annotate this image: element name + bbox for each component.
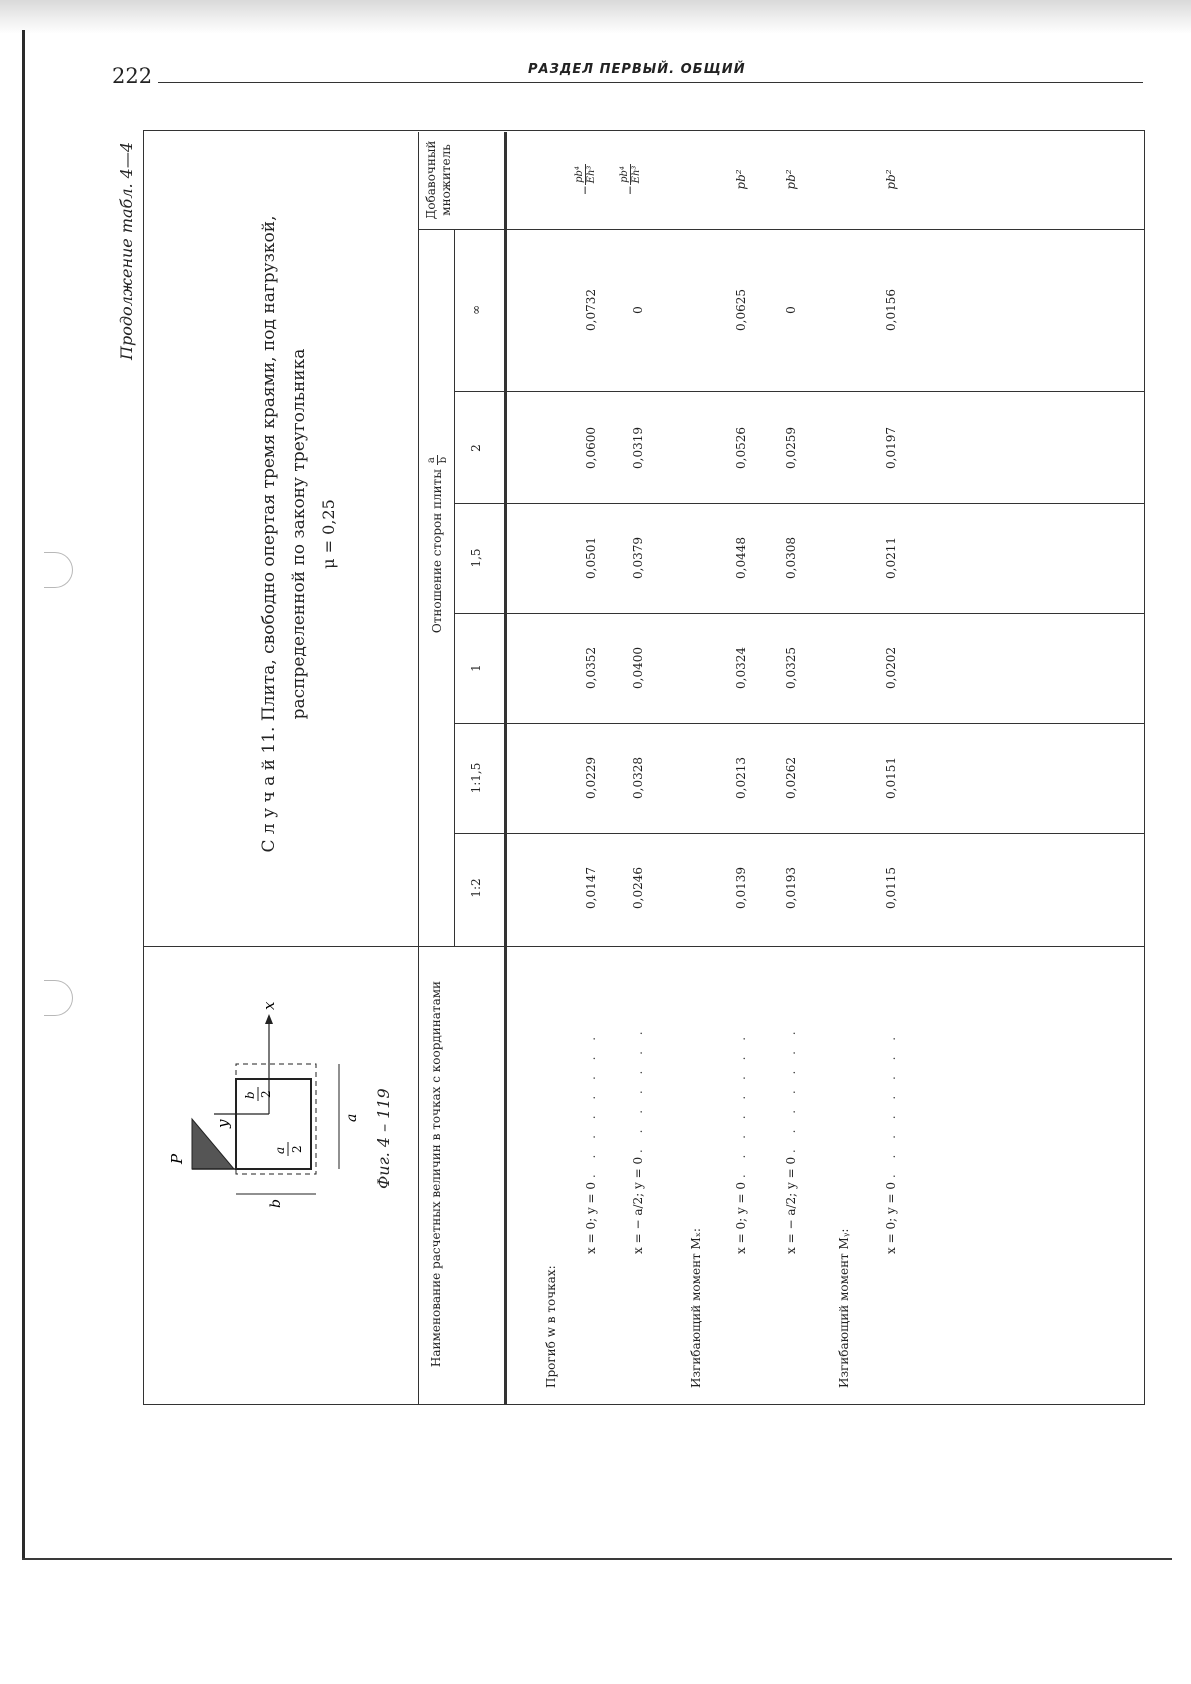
mult-sign: −: [578, 185, 592, 196]
scan-edge: [0, 0, 1191, 34]
x-label: x: [260, 1001, 278, 1010]
value-cell: 0,0262: [784, 757, 798, 799]
page-bottom-edge: [22, 1558, 1172, 1560]
col-header: 1,5: [469, 548, 483, 568]
plate-diagram: [144, 947, 374, 1404]
mult-den: Eh³: [586, 165, 597, 184]
value-cell: 0,0526: [734, 427, 748, 469]
rule-header-bottom: [504, 132, 507, 1404]
support-edges: [236, 1064, 316, 1174]
figure-caption: Фиг. 4 – 119: [374, 1088, 393, 1189]
running-head: РАЗДЕЛ ПЕРВЫЙ. ОБЩИЙ: [520, 62, 754, 77]
rule-ratio-sub: [454, 230, 455, 947]
page-number: 222: [112, 64, 153, 88]
col-header: 1:1,5: [469, 762, 483, 794]
col-header: 2: [469, 444, 483, 452]
value-cell: 0,0202: [884, 647, 898, 689]
value-cell: 0,0352: [584, 647, 598, 689]
name-column-header: Наименование расчетных величин в точках с координатами: [429, 980, 443, 1368]
value-cell: 0,0379: [631, 537, 645, 579]
case-title-line2: распределенной по закону треугольника: [289, 348, 309, 720]
header-rule: [158, 82, 1143, 83]
col-header: 1: [469, 664, 483, 672]
ratio-num: a: [426, 455, 438, 465]
ratio-header: [426, 284, 449, 804]
case-title-line1: С л у ч а й 11. Плита, свободно опертая тремя краями, под нагрузкой,: [259, 215, 279, 853]
punch-hole: [44, 980, 73, 1016]
rule-mult-col: [418, 229, 1144, 230]
rule-header-top: [418, 132, 419, 1404]
group-label-deflection: Прогиб w в точках:: [544, 1265, 558, 1388]
row-coord-text: x = − a/2; y = 0: [784, 1156, 798, 1254]
value-cell: 0,0625: [734, 289, 748, 331]
punch-hole: [44, 552, 73, 588]
a-half-den: 2: [290, 1145, 304, 1153]
ratio-fraction: [426, 455, 449, 465]
poisson-ratio: μ = 0,25: [319, 499, 338, 569]
b-half-den: 2: [259, 1090, 273, 1098]
binding-edge: [22, 30, 25, 1560]
x-arrow: [265, 1014, 273, 1024]
value-cell: 0,0193: [784, 867, 798, 909]
col-header: ∞: [469, 305, 483, 315]
value-cell: 0,0115: [884, 867, 898, 909]
ratio-den: b: [438, 456, 449, 464]
value-cell: 0,0308: [784, 537, 798, 579]
multiplier-header: Добавочный множитель: [424, 140, 453, 220]
value-cell: 0,0319: [631, 427, 645, 469]
row-coord: x = 0; y = 0 . . . . . . . .: [584, 1030, 598, 1254]
row-coord-text: x = − a/2; y = 0: [631, 1156, 645, 1254]
rotated-table-page: [105, 120, 1155, 1430]
rule-col: [454, 391, 1144, 392]
multiplier-cell: pb²: [734, 169, 748, 190]
multiplier-cell: [574, 132, 597, 227]
value-cell: 0,0213: [734, 757, 748, 799]
multiplier-cell: pb²: [784, 169, 798, 190]
rule-col: [454, 613, 1144, 614]
multiplier-cell: [619, 132, 642, 227]
y-label: y: [214, 1119, 232, 1128]
value-cell: 0,0400: [631, 647, 645, 689]
col-header: 1:2: [469, 878, 483, 898]
case-title: [254, 134, 344, 934]
mult-sign: −: [623, 185, 637, 196]
row-coord: x = 0; y = 0 . . . . . . . .: [884, 1030, 898, 1254]
figure-4-119: [144, 947, 418, 1404]
value-cell: 0,0448: [734, 537, 748, 579]
a-half-num: a: [273, 1146, 287, 1154]
row-coord-text: x = 0; y = 0: [584, 1181, 598, 1254]
group-label-my: Изгибающий момент Mᵧ:: [837, 1228, 851, 1388]
mult-den: Eh³: [631, 165, 642, 184]
load-label: P: [168, 1153, 186, 1164]
value-cell: 0,0328: [631, 757, 645, 799]
dim-b-label: b: [268, 1199, 284, 1208]
value-cell: 0,0151: [884, 757, 898, 799]
value-cell: 0,0197: [884, 427, 898, 469]
continuation-label: Продолжение табл. 4—4: [117, 141, 136, 360]
value-cell: 0,0156: [884, 289, 898, 331]
value-cell: 0,0259: [784, 427, 798, 469]
dim-a-label: a: [344, 1113, 360, 1122]
ratio-header-text: Отношение сторон плиты: [430, 469, 444, 634]
row-coord-text: x = 0; y = 0: [734, 1181, 748, 1254]
value-cell: 0,0324: [734, 647, 748, 689]
value-cell: 0,0211: [884, 537, 898, 579]
mult-num: pb⁴: [619, 164, 631, 186]
rule-col: [454, 723, 1144, 724]
rule-col: [454, 833, 1144, 834]
multiplier-cell: pb²: [884, 169, 898, 190]
row-coord-text: x = 0; y = 0: [884, 1181, 898, 1254]
value-cell: 0,0732: [584, 289, 598, 331]
value-cell: 0,0246: [631, 867, 645, 909]
value-cell: 0,0229: [584, 757, 598, 799]
b-half-num: b: [243, 1091, 257, 1099]
data-table: [143, 130, 1145, 1405]
value-cell: 0,0147: [584, 867, 598, 909]
rule-col: [454, 503, 1144, 504]
value-cell: 0,0325: [784, 647, 798, 689]
row-coord: x = − a/2; y = 0 . . . . . . .: [631, 1025, 645, 1254]
value-cell: 0,0600: [584, 427, 598, 469]
value-cell: 0,0139: [734, 867, 748, 909]
mult-num: pb⁴: [574, 164, 586, 186]
value-cell: 0: [631, 306, 645, 314]
row-coord: x = 0; y = 0 . . . . . . . .: [734, 1030, 748, 1254]
value-cell: 0,0501: [584, 537, 598, 579]
row-coord: x = − a/2; y = 0 . . . . . . .: [784, 1025, 798, 1254]
value-cell: 0: [784, 306, 798, 314]
group-label-mx: Изгибающий момент Mₓ:: [689, 1228, 703, 1388]
